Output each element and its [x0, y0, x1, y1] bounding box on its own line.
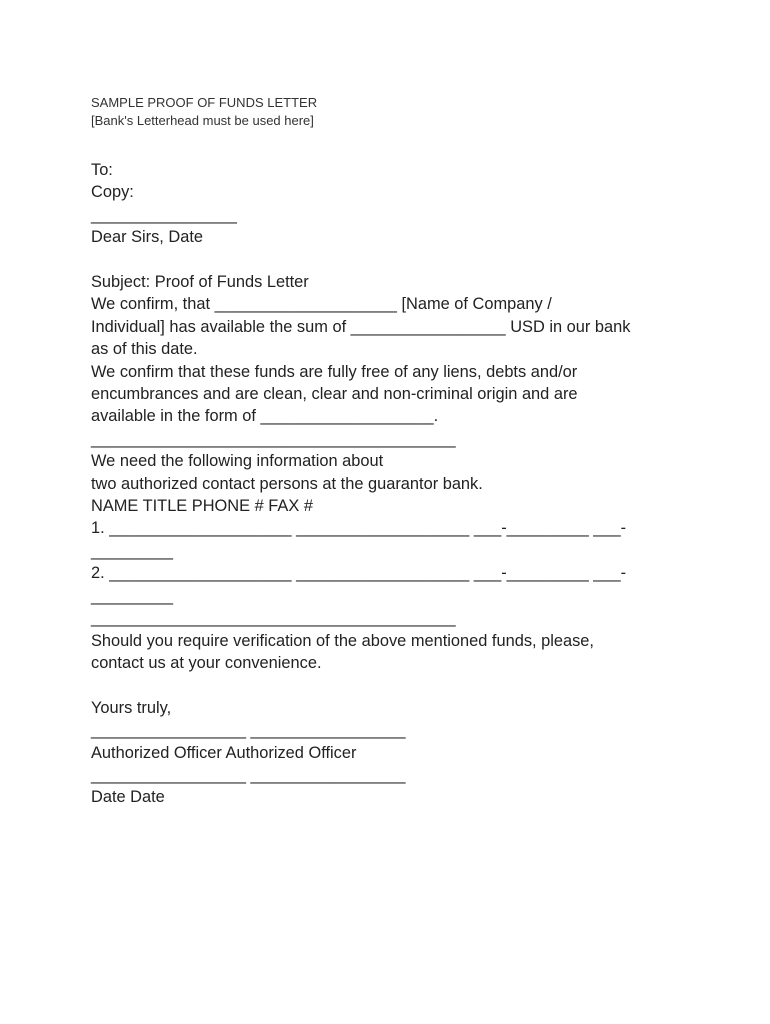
subject-line: Subject: Proof of Funds Letter — [91, 273, 309, 292]
contact-row-1-continued: _________ — [91, 541, 174, 560]
paragraph-line: Individual] has available the sum of _________________ USD in our bank — [91, 317, 631, 336]
paragraph-line: encumbrances and are clean, clear and non-criminal origin and are — [91, 385, 578, 404]
signature-blank-line: _________________ _________________ — [91, 721, 406, 740]
contact-header-line: NAME TITLE PHONE # FAX # — [91, 497, 313, 516]
divider-blank-line: ________________________________________ — [91, 429, 456, 448]
paragraph-line: as of this date. — [91, 340, 198, 359]
contact-row-1: 1. ____________________ ___________________ ___-_________ ___- — [91, 519, 627, 538]
paragraph-line: We need the following information about — [91, 452, 384, 471]
letter-body — [91, 159, 691, 809]
salutation-line: Dear Sirs, Date — [91, 228, 204, 247]
paragraph-line: available in the form of ___________________. — [91, 407, 439, 426]
signature-label-line: Authorized Officer Authorized Officer — [91, 743, 357, 762]
copy-line: Copy: — [91, 183, 134, 202]
contact-row-2-continued: _________ — [91, 586, 174, 605]
spacer-line — [91, 249, 691, 271]
paragraph-line: Should you require verification of the above mentioned funds, please, — [91, 631, 594, 650]
date-blank-line: _________________ _________________ — [91, 765, 406, 784]
letterhead-note: [Bank's Letterhead must be used here] — [91, 113, 314, 128]
date-label-line: Date Date — [91, 788, 165, 807]
divider-blank-line: ________________________________________ — [91, 609, 456, 628]
paragraph-line: contact us at your convenience. — [91, 653, 322, 672]
closing-line: Yours truly, — [91, 698, 172, 717]
letter-title: SAMPLE PROOF OF FUNDS LETTER — [91, 95, 318, 110]
letter-header — [91, 94, 317, 130]
paragraph-line: We confirm, that ____________________ [Name of Company / — [91, 295, 552, 314]
paragraph-line: two authorized contact persons at the guarantor bank. — [91, 474, 483, 493]
spacer-line — [91, 674, 691, 696]
contact-row-2: 2. ____________________ ___________________ ___-_________ ___- — [91, 564, 627, 583]
recipient-blank-line: ________________ — [91, 205, 237, 224]
paragraph-line: We confirm that these funds are fully free of any liens, debts and/or — [91, 362, 578, 381]
to-line: To: — [91, 161, 113, 179]
